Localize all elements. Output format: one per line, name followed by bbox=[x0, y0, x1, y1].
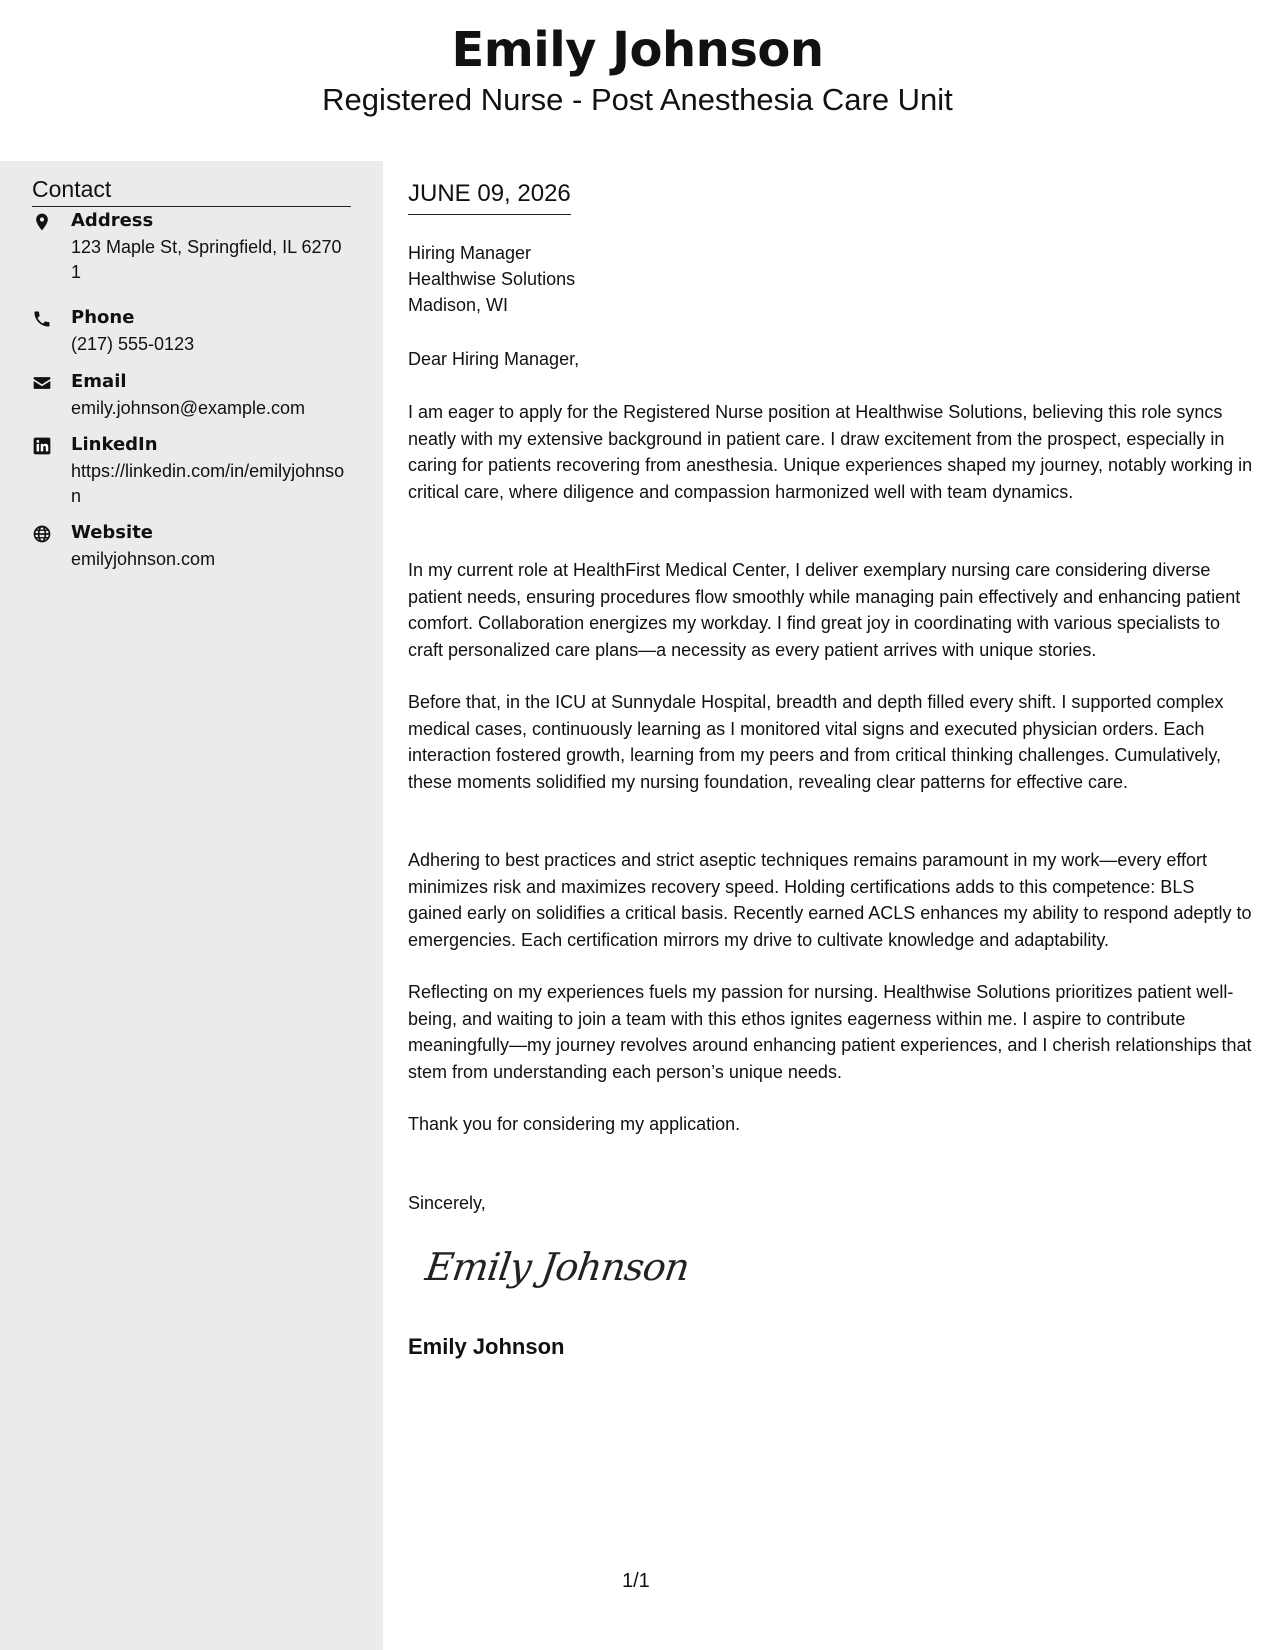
paragraph: Adhering to best practices and strict aseptic techniques remains paramount in my work—every effort minimizes risk and maximizes recovery speed. Holding certifications adds to this competence: BLS gained early on solidifies a critical basis. Recently earned ACLS enhances my ability to respond adeptly to emergencies. Each certification mirrors my drive to cultivate knowledge and adaptability. bbox=[408, 850, 1252, 950]
address-value: 123 Maple St, Springfield, IL 62701 bbox=[71, 237, 342, 282]
email-label: Email bbox=[71, 371, 127, 392]
paragraph: I am eager to apply for the Registered Nurse position at Healthwise Solutions, believing this role syncs neatly with my extensive background in patient care. I draw excitement from the prospect, especially in caring for patients recovering from anesthesia. Unique experiences shaped my journey, notably working in critical care, where diligence and compassion harmonized well with team dynamics. bbox=[408, 402, 1253, 502]
salutation: Dear Hiring Manager, bbox=[408, 349, 580, 369]
page-number: 1/1 bbox=[622, 1570, 650, 1592]
closing: Sincerely, bbox=[408, 1193, 486, 1213]
address-label: Address bbox=[71, 210, 154, 231]
website-label: Website bbox=[71, 522, 154, 543]
signed-name: Emily Johnson bbox=[408, 1334, 565, 1359]
email-value: emily.johnson@example.com bbox=[71, 398, 306, 418]
applicant-role: Registered Nurse - Post Anesthesia Care Unit bbox=[322, 82, 953, 117]
contact-sidebar bbox=[0, 161, 383, 1650]
recipient-line: Madison, WI bbox=[408, 295, 509, 315]
phone-label: Phone bbox=[71, 307, 135, 328]
letter-header bbox=[0, 0, 1275, 160]
thanks-line: Thank you for considering my application. bbox=[408, 1114, 741, 1134]
handwritten-signature: Emily Johnson bbox=[422, 1245, 692, 1289]
recipient-line: Hiring Manager bbox=[408, 243, 532, 263]
phone-value: (217) 555-0123 bbox=[71, 334, 195, 354]
paragraph: Reflecting on my experiences fuels my passion for nursing. Healthwise Solutions prioritizes patient well-being, and waiting to join a team with this ethos ignites eagerness within me. I aspire to contribute meaningfully—my journey revolves around enhancing patient experiences, and I cherish relationships that stem from understanding each person’s unique needs. bbox=[408, 982, 1252, 1082]
applicant-name: Emily Johnson bbox=[451, 22, 824, 78]
globe-icon bbox=[32, 524, 54, 546]
map-pin-icon bbox=[32, 212, 54, 234]
paragraph: In my current role at HealthFirst Medical Center, I deliver exemplary nursing care considering diverse patient needs, ensuring procedures flow smoothly while managing pain effectively and enhancing patient comfort. Collaboration energizes my workday. I find great joy in coordinating with various specialists to craft personalized care plans—a necessity as every patient arrives with unique stories. bbox=[408, 560, 1241, 660]
paragraph: Before that, in the ICU at Sunnydale Hospital, breadth and depth filled every shift. I supported complex medical cases, continuously learning as I monitored vital signs and executed physician orders. Each interaction fostered growth, learning from my peers and from critical thinking challenges. Cumulatively, these moments solidified my nursing foundation, revealing clear patterns for effective care. bbox=[408, 692, 1224, 792]
phone-icon bbox=[32, 309, 54, 331]
letter-date: JUNE 09, 2026 bbox=[408, 180, 571, 215]
envelope-icon bbox=[32, 373, 54, 395]
linkedin-label: LinkedIn bbox=[71, 434, 158, 455]
recipient-line: Healthwise Solutions bbox=[408, 269, 576, 289]
linkedin-value: https://linkedin.com/in/emilyjohnson bbox=[71, 461, 345, 506]
linkedin-icon bbox=[32, 436, 54, 458]
website-value: emilyjohnson.com bbox=[71, 549, 216, 569]
recipient-block bbox=[408, 240, 575, 318]
contact-title: Contact bbox=[32, 176, 351, 207]
